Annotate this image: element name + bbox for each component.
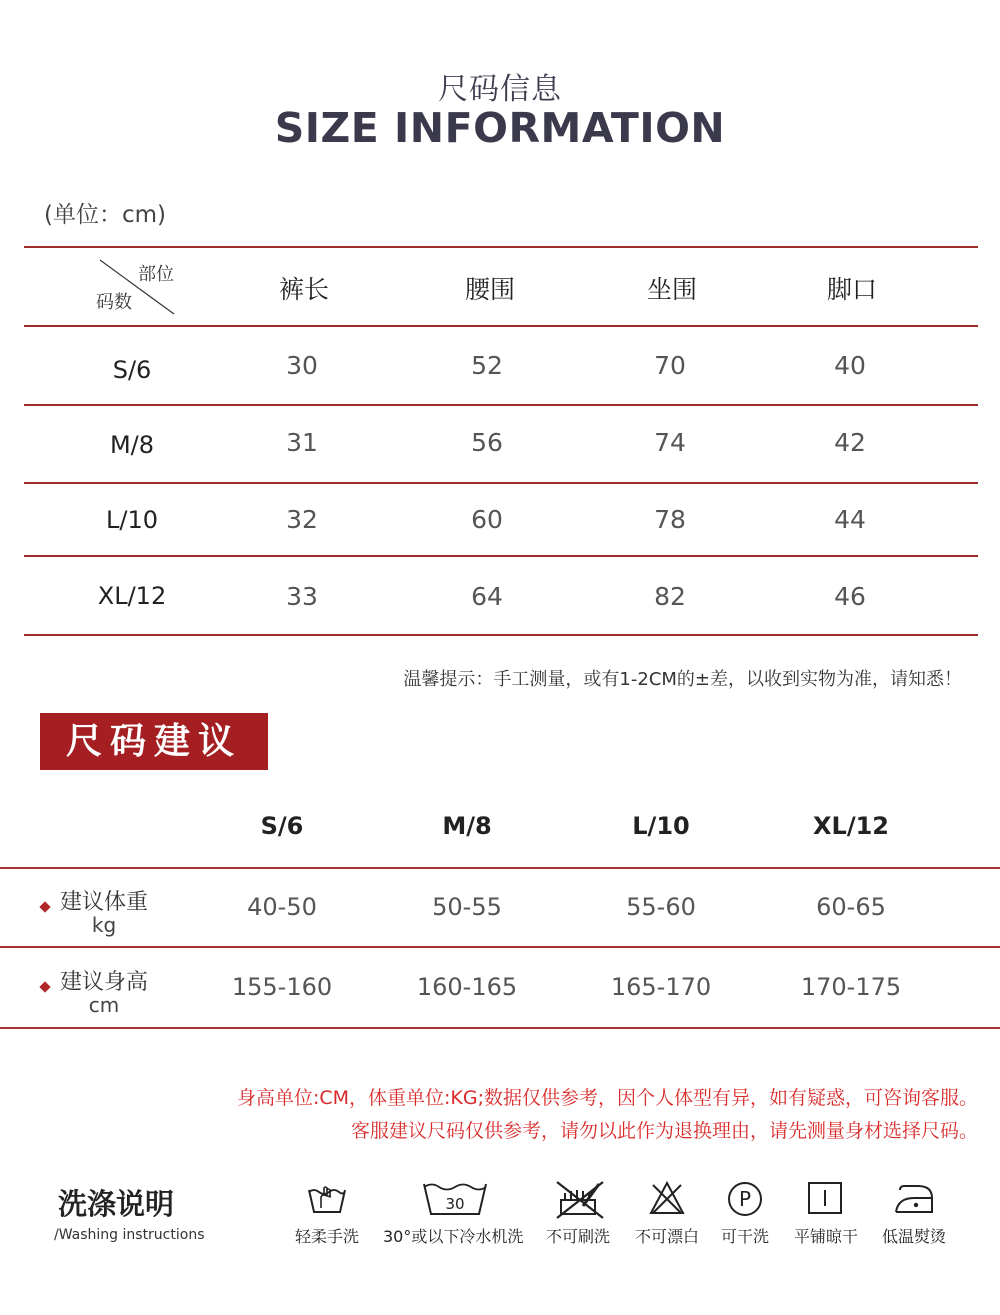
suggestion-cell: 40-50 [247, 893, 317, 921]
wash-label: 平铺晾干 [794, 1227, 859, 1246]
row-label-text: 建议体重 [60, 890, 149, 915]
hand-wash-icon [305, 1180, 349, 1216]
table-line [0, 1027, 1000, 1029]
suggestion-column-header: XL/12 [813, 812, 889, 840]
suggestion-column-header: L/10 [632, 812, 690, 840]
table-cell: 60 [471, 505, 503, 534]
unit-label: (单位：cm) [44, 202, 166, 228]
table-cell: 46 [834, 582, 866, 611]
table-cell: 30 [286, 351, 318, 380]
table-cell: 42 [834, 428, 866, 457]
column-header: 脚口 [826, 275, 877, 304]
suggestion-cell: 60-65 [816, 893, 886, 921]
suggestion-cell: 170-175 [800, 973, 902, 1001]
table-line [24, 555, 978, 557]
suggestion-cell: 55-60 [626, 893, 696, 921]
disclaimer-note: 身高单位:CM，体重单位:KG;数据仅供参考，因个人体型有异，如有疑惑，可咨询客服。 [236, 1087, 978, 1109]
washing-subtitle: /Washing instructions [54, 1227, 205, 1243]
suggestion-cell: 155-160 [231, 973, 333, 1001]
row-label-unit: cm [88, 993, 120, 1017]
table-cell: 74 [654, 428, 686, 457]
row-size-label: L/10 [106, 506, 158, 534]
table-cell: 78 [654, 505, 686, 534]
table-cell: 40 [834, 351, 866, 380]
table-cell: 56 [471, 428, 503, 457]
corner-label-part: 部位 [138, 264, 174, 285]
table-line [24, 482, 978, 484]
dry-flat-icon [806, 1180, 844, 1216]
row-size-label: XL/12 [97, 582, 167, 610]
row-label-weight [60, 892, 148, 936]
row-label-height [60, 972, 148, 1016]
wash-label: 轻柔手洗 [295, 1227, 360, 1246]
row-size-label: M/8 [109, 431, 155, 459]
wash-label: 可干洗 [721, 1227, 770, 1246]
table-cell: 70 [654, 351, 686, 380]
no-brush-icon [553, 1180, 607, 1220]
table-line [0, 867, 1000, 869]
row-label-text: 建议身高 [60, 970, 149, 995]
table-cell: 82 [654, 582, 686, 611]
suggestion-column-header: S/6 [260, 812, 304, 840]
measurement-tip: 温馨提示：手工测量，或有1-2CM的±差，以收到实物为准，请知悉！ [403, 669, 962, 690]
row-label-unit: kg [91, 913, 117, 937]
suggestion-column-header: M/8 [442, 812, 492, 840]
table-cell: 32 [286, 505, 318, 534]
suggestion-cell: 165-170 [610, 973, 712, 1001]
table-line [0, 946, 1000, 948]
bullet-diamond-icon [39, 981, 50, 992]
table-cell: 64 [471, 582, 503, 611]
wash-label: 不可漂白 [635, 1227, 700, 1246]
no-bleach-icon [648, 1180, 686, 1216]
row-size-label: S/6 [112, 356, 152, 384]
suggestion-cell: 160-165 [416, 973, 518, 1001]
bullet-diamond-icon [39, 901, 50, 912]
column-header: 裤长 [278, 275, 329, 304]
page-title-cn: 尺码信息 [438, 72, 562, 107]
corner-label-size: 码数 [96, 292, 132, 313]
wash-label: 30°或以下冷水机洗 [383, 1227, 524, 1246]
washing-title: 洗涤说明 [58, 1187, 175, 1221]
wash-label: 不可刷洗 [546, 1227, 611, 1246]
column-header: 坐围 [646, 275, 697, 304]
machine-wash-30-icon [420, 1180, 490, 1216]
column-header: 腰围 [464, 275, 515, 304]
wash-label: 低温熨烫 [882, 1227, 947, 1246]
page-title-en: SIZE INFORMATION [274, 104, 726, 152]
suggestion-cell: 50-55 [432, 893, 502, 921]
table-line [24, 325, 978, 327]
table-cell: 52 [471, 351, 503, 380]
dry-clean-p-icon [726, 1180, 764, 1218]
low-iron-icon [892, 1180, 936, 1216]
table-cell: 44 [834, 505, 866, 534]
table-cell: 33 [286, 582, 318, 611]
table-line [24, 634, 978, 636]
table-cell: 31 [286, 428, 318, 457]
wash-temperature: 30 [445, 1195, 465, 1213]
disclaimer-note: 客服建议尺码仅供参考，请勿以此作为退换理由，请先测量身材选择尺码。 [350, 1120, 978, 1142]
table-line [24, 246, 978, 248]
dry-clean-letter: P [738, 1187, 752, 1211]
table-line [24, 404, 978, 406]
size-suggestion-banner: 尺码建议 [40, 713, 268, 770]
